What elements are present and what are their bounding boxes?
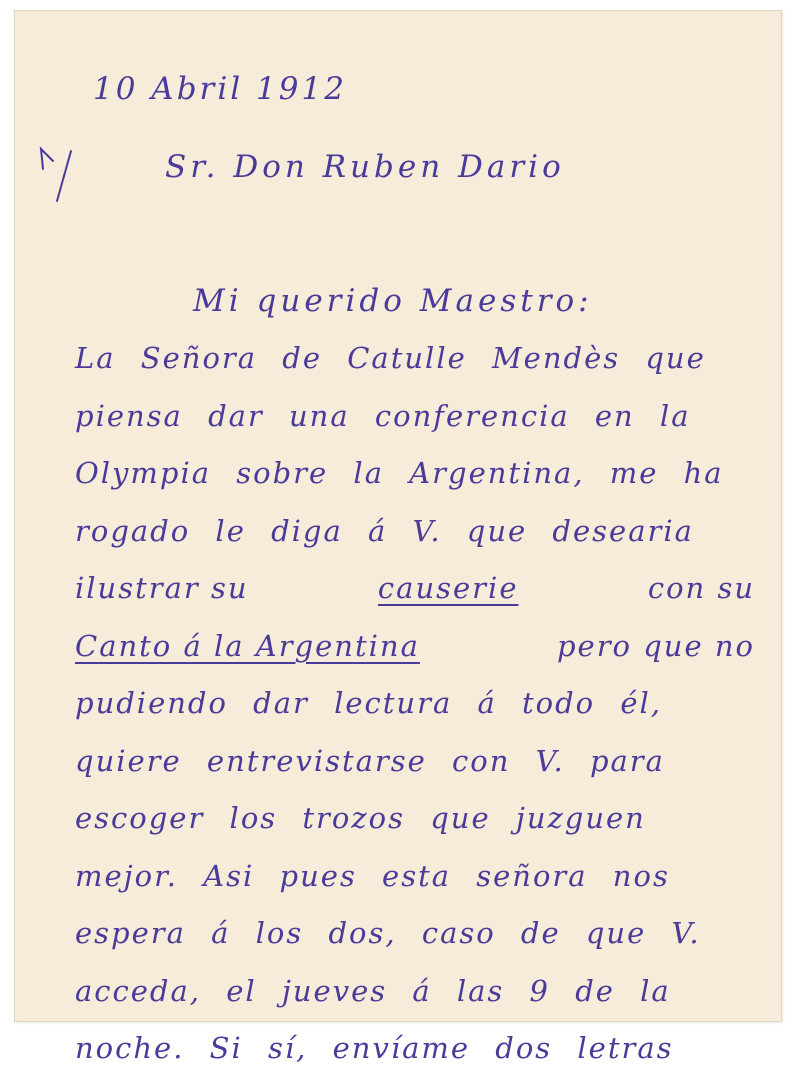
line-text: pero que no	[556, 628, 755, 663]
letter-salutation: Mi querido Maestro:	[193, 283, 593, 319]
underlined-phrase: Canto á la Argentina	[75, 628, 420, 663]
line-text: quiere entrevistarse con V. para	[75, 743, 665, 778]
line-text: La Señora de Catulle Mendès que	[75, 341, 706, 375]
line-text: pudiendo dar lectura á todo él,	[75, 686, 662, 720]
line-text: piensa dar una conferencia en la	[75, 398, 691, 433]
letter-line	[75, 686, 755, 720]
letter-line	[75, 744, 755, 778]
letter-line	[75, 399, 755, 433]
line-text: espera á los dos, caso de que V.	[75, 916, 701, 950]
letter-line	[75, 916, 755, 950]
line-text: con su	[647, 571, 755, 605]
letter-page	[14, 10, 782, 1065]
letter-line	[75, 629, 755, 663]
underlined-phrase: causerie	[377, 571, 519, 605]
letter-line	[75, 514, 755, 548]
line-text: mejor. Asi pues esta señora nos	[75, 858, 670, 893]
line-text: ilustrar su	[75, 571, 249, 605]
letter-recipient: Sr. Don Ruben Dario	[165, 149, 565, 185]
letter-line	[75, 859, 755, 893]
letter-line	[75, 456, 755, 490]
line-text: Olympia sobre la Argentina, me ha	[75, 456, 724, 490]
letter-line	[75, 974, 755, 1008]
letter-line	[75, 341, 755, 375]
letter-date: 10 Abril 1912	[93, 71, 347, 107]
letter-line	[75, 1031, 755, 1065]
line-text: rogado le diga á V. que desearia	[75, 513, 694, 548]
line-text: acceda, el jueves á las 9 de la	[75, 973, 671, 1008]
letter-line	[75, 801, 755, 835]
letter-line	[75, 571, 755, 605]
line-text: noche. Si sí, envíame dos letras	[75, 1031, 674, 1065]
line-text: escoger los trozos que juzguen	[75, 801, 646, 835]
margin-check-mark-icon	[31, 139, 81, 219]
